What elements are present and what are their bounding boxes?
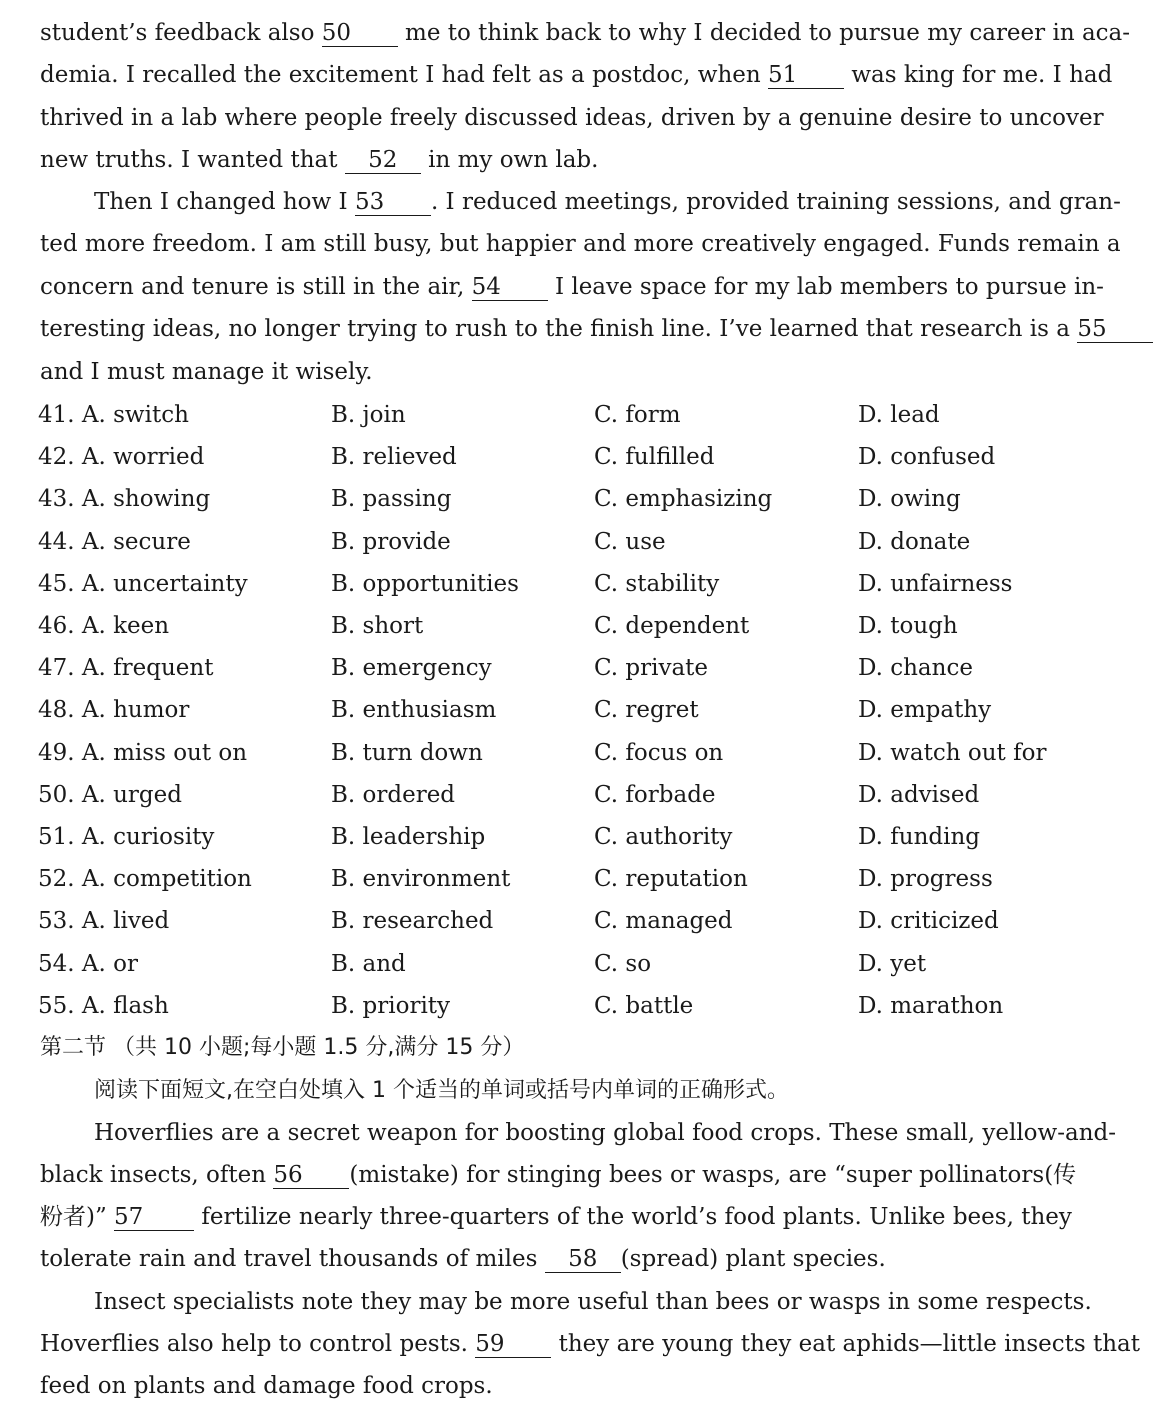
option-d: D. chance <box>858 655 973 682</box>
option-d: D. progress <box>858 866 993 893</box>
option-c: C. emphasizing <box>594 486 773 513</box>
option-b: B. join <box>331 402 406 428</box>
option-c: C. focus on <box>594 739 724 766</box>
option-b: B. opportunities <box>331 570 519 597</box>
option-c: C. battle <box>594 992 694 1019</box>
option-b: B. enthusiasm <box>331 697 497 724</box>
blank-53: 53 <box>355 189 431 216</box>
passage-line: 粉者)” 57 fertilize nearly three-quarters of the world’s food plants. Unlike bees, they <box>40 1204 1072 1230</box>
option-d: D. lead <box>858 402 940 428</box>
option-a: 52. A. competition <box>38 866 252 893</box>
option-d: D. marathon <box>858 992 1004 1019</box>
option-a: 50. A. urged <box>38 781 182 808</box>
option-d: D. unfairness <box>858 570 1013 597</box>
passage-line: thrived in a lab where people freely discussed ideas, driven by a genuine desire to uncover <box>40 105 1104 131</box>
blank-59: 59 <box>475 1331 551 1358</box>
option-a: 44. A. secure <box>38 528 191 555</box>
passage-line: black insects, often 56 (mistake) for stinging bees or wasps, are “super pollinators(传 <box>40 1162 1077 1188</box>
option-c: C. reputation <box>594 866 748 893</box>
option-a: 54. A. or <box>38 950 138 977</box>
option-b: B. emergency <box>331 655 492 682</box>
blank-57: 57 <box>114 1204 194 1231</box>
option-a: 47. A. frequent <box>38 655 214 682</box>
option-d: D. confused <box>858 444 996 471</box>
passage-line: tolerate rain and travel thousands of miles 58 (spread) plant species. <box>40 1246 886 1272</box>
option-a: 42. A. worried <box>38 444 205 471</box>
option-d: D. funding <box>858 824 980 850</box>
blank-50: 50 <box>322 20 398 47</box>
passage-line: and I must manage it wisely. <box>40 359 373 385</box>
option-a: 41. A. switch <box>38 402 189 428</box>
option-d: D. yet <box>858 950 927 977</box>
option-a: 45. A. uncertainty <box>38 570 248 597</box>
option-d: D. tough <box>858 613 958 639</box>
blank-55: 55 <box>1077 316 1153 343</box>
passage-line: feed on plants and damage food crops. <box>40 1373 493 1399</box>
option-d: D. watch out for <box>858 739 1047 766</box>
option-b: B. leadership <box>331 824 486 850</box>
option-c: C. so <box>594 950 652 977</box>
option-a: 49. A. miss out on <box>38 739 248 766</box>
option-d: D. advised <box>858 781 980 808</box>
option-b: B. priority <box>331 992 451 1019</box>
option-b: B. passing <box>331 486 452 513</box>
option-a: 53. A. lived <box>38 908 170 935</box>
option-b: B. relieved <box>331 444 457 471</box>
blank-52: 52 <box>345 147 421 174</box>
blank-54: 54 <box>472 274 548 301</box>
passage-line: ted more freedom. I am still busy, but happier and more creatively engaged. Funds remain a <box>40 231 1121 257</box>
option-c: C. stability <box>594 570 720 597</box>
option-a: 46. A. keen <box>38 613 170 639</box>
option-b: B. short <box>331 613 424 639</box>
blank-56: 56 <box>273 1162 349 1189</box>
option-b: B. environment <box>331 866 511 893</box>
section-instruction: 阅读下面短文,在空白处填入 1 个适当的单词或括号内单词的正确形式。 <box>94 1078 789 1103</box>
passage-line: Then I changed how I 53 . I reduced meetings, provided training sessions, and gran- <box>94 189 1121 215</box>
option-c: C. dependent <box>594 613 750 639</box>
passage-line: Hoverflies are a secret weapon for boosting global food crops. These small, yellow-and- <box>94 1120 1117 1146</box>
option-d: D. owing <box>858 486 961 513</box>
option-b: B. turn down <box>331 739 483 766</box>
option-a: 51. A. curiosity <box>38 824 215 850</box>
option-d: D. criticized <box>858 908 999 935</box>
option-c: C. forbade <box>594 781 716 808</box>
option-c: C. form <box>594 402 681 428</box>
option-b: B. and <box>331 950 406 977</box>
option-b: B. provide <box>331 528 451 555</box>
option-b: B. researched <box>331 908 494 935</box>
option-c: C. managed <box>594 908 733 935</box>
passage-line: student’s feedback also 50 me to think back to why I decided to pursue my career in aca- <box>40 20 1131 46</box>
blank-58: 58 <box>545 1246 621 1273</box>
option-b: B. ordered <box>331 781 456 808</box>
passage-line: Hoverflies also help to control pests. 59 they are young they eat aphids—little insects that <box>40 1331 1140 1357</box>
option-d: D. donate <box>858 528 971 555</box>
option-a: 48. A. humor <box>38 697 190 724</box>
option-c: C. authority <box>594 824 733 850</box>
option-a: 55. A. flash <box>38 992 169 1019</box>
passage-line: teresting ideas, no longer trying to rush to the finish line. I’ve learned that research is a 55 <box>40 314 1028 344</box>
option-c: C. regret <box>594 697 699 724</box>
option-c: C. use <box>594 528 666 555</box>
option-d: D. empathy <box>858 697 992 724</box>
section-heading: 第二节 （共 10 小题;每小题 1.5 分,满分 15 分） <box>40 1035 525 1060</box>
option-c: C. private <box>594 655 709 682</box>
passage-line: Insect specialists note they may be more useful than bees or wasps in some respects. <box>94 1289 1092 1315</box>
option-c: C. fulfilled <box>594 444 715 471</box>
blank-51: 51 <box>768 62 844 89</box>
passage-line: concern and tenure is still in the air, 54 I leave space for my lab members to pursue in- <box>40 274 1104 300</box>
passage-line: new truths. I wanted that 52 in my own lab. <box>40 147 599 173</box>
passage-line: demia. I recalled the excitement I had felt as a postdoc, when 51 was king for me. I had <box>40 62 1113 88</box>
option-a: 43. A. showing <box>38 486 211 513</box>
